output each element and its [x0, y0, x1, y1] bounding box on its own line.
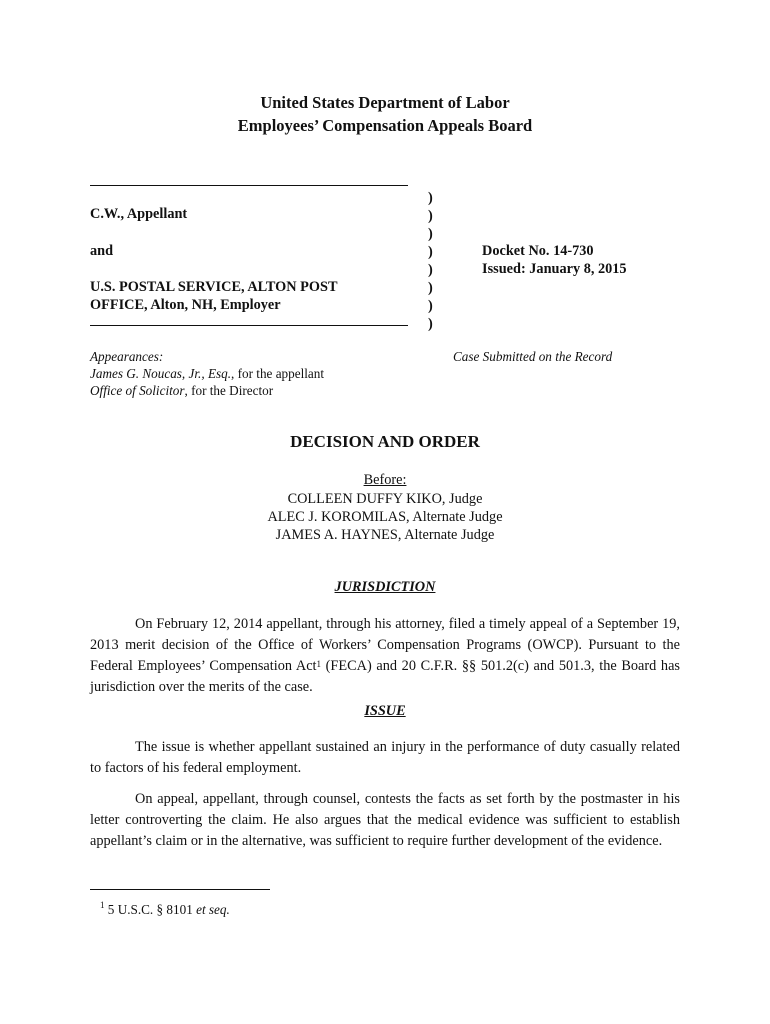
appellant-counsel-role: , for the appellant — [231, 366, 325, 381]
decision-title: DECISION AND ORDER — [290, 432, 480, 451]
director-counsel-role: , for the Director — [184, 383, 274, 398]
caption-paren: ) — [428, 280, 433, 296]
caption-bottom-rule — [90, 325, 408, 326]
footnote-rule — [90, 889, 270, 890]
caption-paren: ) — [428, 208, 433, 224]
appellant-name: C.W., Appellant — [90, 206, 188, 222]
judge-1: COLLEEN DUFFY KIKO, Judge — [287, 491, 483, 507]
issue-paragraph-1: The issue is whether appellant sustained an injury in the performance of duty casually related to factors of his federal employment. — [90, 739, 680, 776]
case-submission-note: Case Submitted on the Record — [453, 349, 613, 364]
and-text: and — [90, 243, 114, 259]
appellant-counsel-name: James G. Noucas, Jr., Esq. — [90, 366, 232, 381]
jurisdiction-paragraph — [90, 614, 680, 698]
footnote-reference: 1 — [316, 659, 322, 669]
caption-paren: ) — [428, 316, 433, 332]
caption-paren: ) — [428, 190, 433, 206]
docket-number: Docket No. 14-730 — [482, 243, 594, 259]
judge-3: JAMES A. HAYNES, Alternate Judge — [275, 527, 495, 543]
agency-name: United States Department of Labor — [260, 93, 510, 112]
caption-paren: ) — [428, 262, 433, 278]
before-label: Before: — [363, 472, 407, 488]
footnote — [100, 902, 230, 918]
employer-line-2: OFFICE, Alton, NH, Employer — [90, 297, 281, 313]
caption-top-rule — [90, 185, 408, 186]
jurisdiction-text-2: (FECA) and 20 C.F.R. §§ 501.2(c) and 501.3, the Board has jurisdiction over the merits of the case. — [90, 658, 680, 695]
appearances-heading: Appearances: — [90, 349, 164, 364]
issue-heading: ISSUE — [364, 703, 406, 719]
footnote-number: 1 — [100, 900, 105, 910]
employer-line-1: U.S. POSTAL SERVICE, ALTON POST — [90, 279, 338, 295]
jurisdiction-text-1: On February 12, 2014 appellant, through his attorney, filed a timely appeal of a September 19, 2013 merit decision of the Office of Workers’ Compensation Programs (OWCP). Pursuant to the Federal Employees’ Compensation Act — [90, 616, 680, 674]
caption-paren: ) — [428, 298, 433, 314]
footnote-text: 5 U.S.C. § 8101 — [104, 902, 197, 917]
director-counsel — [90, 383, 273, 399]
appellant-counsel — [90, 366, 324, 382]
caption-paren: ) — [428, 226, 433, 242]
judge-2: ALEC J. KOROMILAS, Alternate Judge — [267, 509, 503, 525]
caption-paren: ) — [428, 244, 433, 260]
director-counsel-name: Office of Solicitor — [90, 383, 185, 398]
issue-paragraph-2: On appeal, appellant, through counsel, contests the facts as set forth by the postmaster in his letter controverting the claim. He also argues that the medical evidence was sufficient to establish appellant’s claim or in the alternative, was sufficient to require further development of the evidence. — [90, 791, 680, 849]
board-name: Employees’ Compensation Appeals Board — [237, 116, 533, 135]
jurisdiction-heading: JURISDICTION — [334, 579, 436, 595]
footnote-et-seq: et seq. — [196, 902, 230, 917]
issued-date: Issued: January 8, 2015 — [482, 261, 627, 277]
